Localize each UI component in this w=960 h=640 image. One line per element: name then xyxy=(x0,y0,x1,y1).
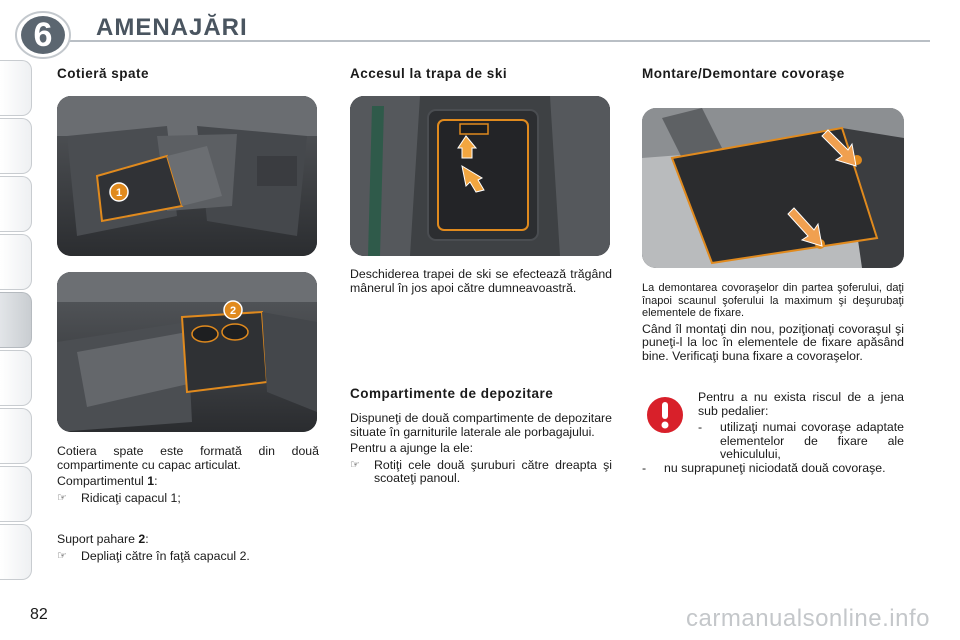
photo-floor-mat xyxy=(642,108,904,268)
callout-2: 2 xyxy=(229,305,237,317)
chapter-tab-9[interactable] xyxy=(0,466,32,522)
col2-storage-text xyxy=(350,412,612,486)
hand-pointer-icon: ☞ xyxy=(350,458,360,471)
bullet-row-3 xyxy=(350,459,612,486)
mat-installation-description: Când îl montaţi din nou, poziţionaţi covoraşul şi puneţi-l la loc în elementele de fixare apăsând bine. Verificaţi buna fixare a covoraşelor. xyxy=(642,321,904,363)
chapter-tab-7[interactable] xyxy=(0,350,32,406)
mat-removal-description: La demontarea covoraşelor din partea şoferului, daţi înapoi scaunul şoferului la maximum şi deşurubaţi elementele de fixare. xyxy=(642,282,904,319)
chapter-tab-4[interactable] xyxy=(0,234,32,290)
col3-warning-text-2 xyxy=(642,462,904,476)
photo-armrest-compartment xyxy=(57,96,317,256)
hand-pointer-icon: ☞ xyxy=(57,549,67,562)
col1-text-block xyxy=(57,445,319,505)
chapter-tab-3[interactable] xyxy=(0,176,32,232)
heading-storage-compartments: Compartimente de depozitare xyxy=(350,386,554,401)
storage-access-intro: Pentru a ajunge la ele: xyxy=(350,441,474,455)
chapter-tab-8[interactable] xyxy=(0,408,32,464)
bullet-row-1 xyxy=(57,492,319,506)
chapter-tab-1[interactable] xyxy=(0,60,32,116)
chapter-tab-2[interactable] xyxy=(0,118,32,174)
col3-warning-text xyxy=(698,391,904,462)
chapter-tab-6-active[interactable] xyxy=(0,292,32,348)
heading-floor-mats: Montare/Demontare covoraşe xyxy=(642,66,845,81)
cupholder-label: Suport pahare xyxy=(57,532,139,546)
compartment-line xyxy=(57,475,319,489)
bullet-rotate-screws: Rotiţi cele două şuruburi către dreapta şi scoateţi panoul. xyxy=(374,457,612,485)
dash-marker: - xyxy=(642,461,647,475)
cupholder-colon: : xyxy=(145,532,149,546)
compartment-number: 1 xyxy=(147,474,155,488)
cupholder-line xyxy=(57,533,319,547)
dash-row-1 xyxy=(698,421,904,462)
ski-hatch-description: Deschiderea trapei de ski se efectează trăgând mânerul în jos apoi către dumneavoastră. xyxy=(350,267,612,295)
photo-ski-hatch xyxy=(350,96,610,256)
compartment-label: Compartimentul xyxy=(57,474,148,488)
chapter-badge xyxy=(14,10,72,60)
compartment-colon: : xyxy=(154,474,158,488)
cupholder-number: 2 xyxy=(138,532,146,546)
warning-no-overlap: nu suprapuneţi niciodată două covoraşe. xyxy=(664,461,886,475)
photo-cupholder xyxy=(57,272,317,432)
page-number: 82 xyxy=(30,606,48,623)
chapter-tab-10[interactable] xyxy=(0,524,32,580)
dash-marker: - xyxy=(698,420,703,434)
storage-description: Dispuneţi de două compartimente de depozitare situate în garniturile laterale ale porbagajului. xyxy=(350,411,612,439)
watermark: carmanualsonline.info xyxy=(686,605,930,632)
bullet-lift-lid: Ridicaţi capacul 1; xyxy=(81,490,181,505)
page-title: AMENAJĂRI xyxy=(96,14,248,41)
col1-cupholder-block xyxy=(57,533,319,563)
bullet-unfold-lid: Depliaţi către în faţă capacul 2. xyxy=(81,548,250,563)
chapter-number: 6 xyxy=(33,16,53,54)
col3-mat-text xyxy=(642,282,904,366)
bullet-row-2 xyxy=(57,550,319,564)
chapter-tab-strip xyxy=(0,60,34,580)
dash-row-2 xyxy=(642,462,904,476)
hand-pointer-icon: ☞ xyxy=(57,491,67,504)
armrest-description: Cotiera spate este formată din două compartimente cu capac articulat. xyxy=(57,444,319,472)
heading-ski-hatch: Accesul la trapa de ski xyxy=(350,66,508,81)
callout-1: 1 xyxy=(115,187,123,199)
warning-use-adapted-mats: utilizaţi numai covoraşe adaptate elementelor de fixare ale vehiculului, xyxy=(720,420,904,461)
warning-intro: Pentru a nu exista riscul de a jena sub pedalier: xyxy=(698,390,904,418)
col2-ski-text xyxy=(350,268,612,298)
heading-rear-armrest: Cotieră spate xyxy=(57,66,150,81)
warning-icon xyxy=(644,394,686,436)
